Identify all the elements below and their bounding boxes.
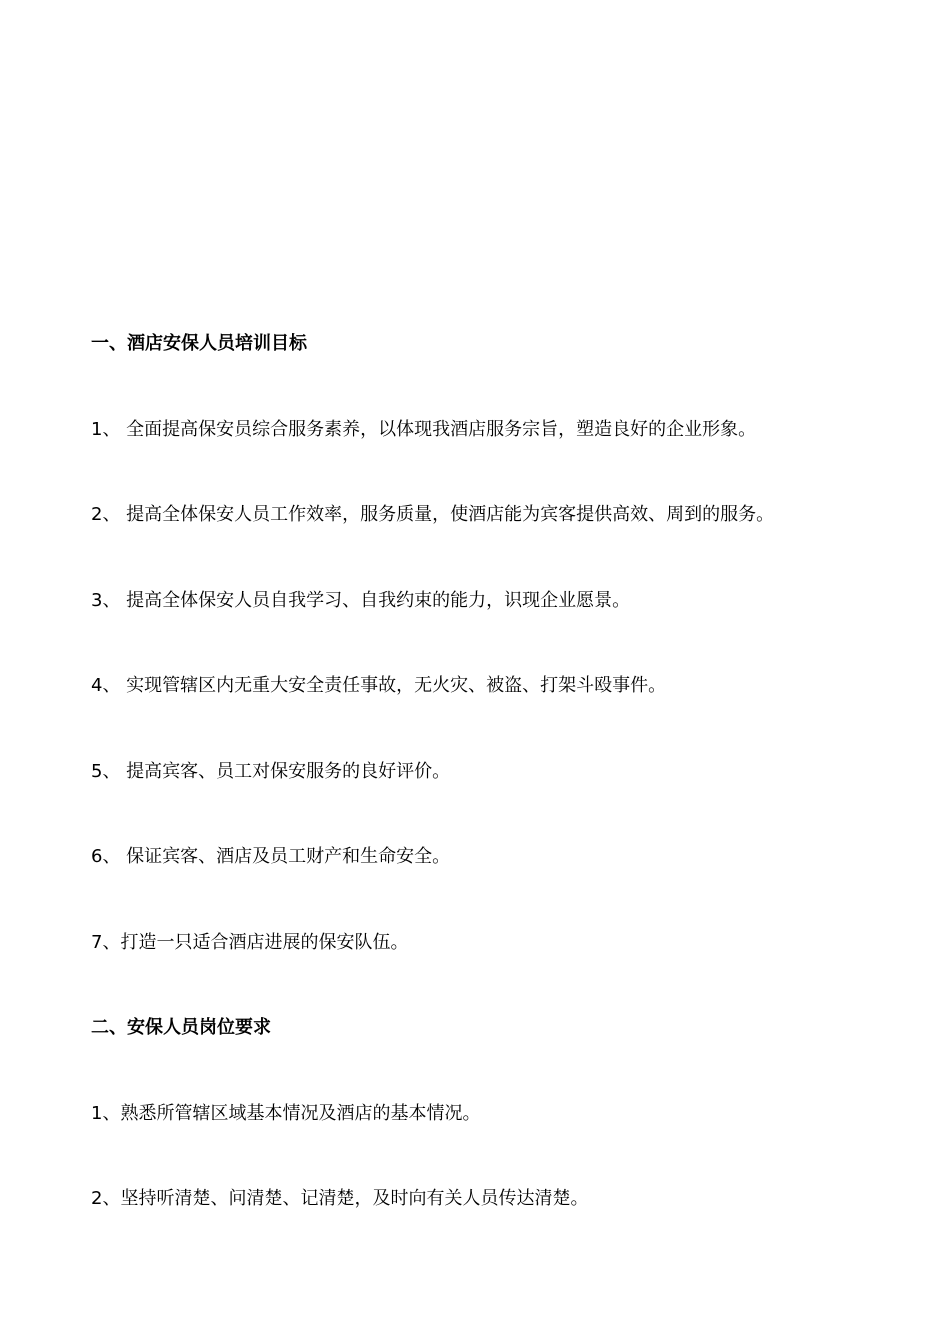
- section1-item-1: 1、 全面提高保安员综合服务素养，以体现我酒店服务宗旨，塑造良好的企业形象。: [91, 419, 757, 440]
- section1-item-2: 2、 提高全体保安人员工作效率，服务质量，使酒店能为宾客提供高效、周到的服务。: [91, 504, 775, 525]
- section1-item-6: 6、 保证宾客、酒店及员工财产和生命安全。: [91, 846, 451, 867]
- section1-heading: 一、酒店安保人员培训目标: [91, 333, 307, 354]
- section1-item-5: 5、 提高宾客、员工对保安服务的良好评价。: [91, 761, 451, 782]
- section2-item-1: 1、熟悉所管辖区域基本情况及酒店的基本情况。: [91, 1103, 481, 1124]
- section2-heading: 二、安保人员岗位要求: [91, 1017, 271, 1038]
- section1-item-4: 4、 实现管辖区内无重大安全责任事故，无火灾、被盗、打架斗殴事件。: [91, 675, 667, 696]
- section1-item-3: 3、 提高全体保安人员自我学习、自我约束的能力，识现企业愿景。: [91, 590, 631, 611]
- section1-item-7: 7、打造一只适合酒店进展的保安队伍。: [91, 932, 409, 953]
- section2-item-2: 2、坚持听清楚、问清楚、记清楚，及时向有关人员传达清楚。: [91, 1188, 589, 1209]
